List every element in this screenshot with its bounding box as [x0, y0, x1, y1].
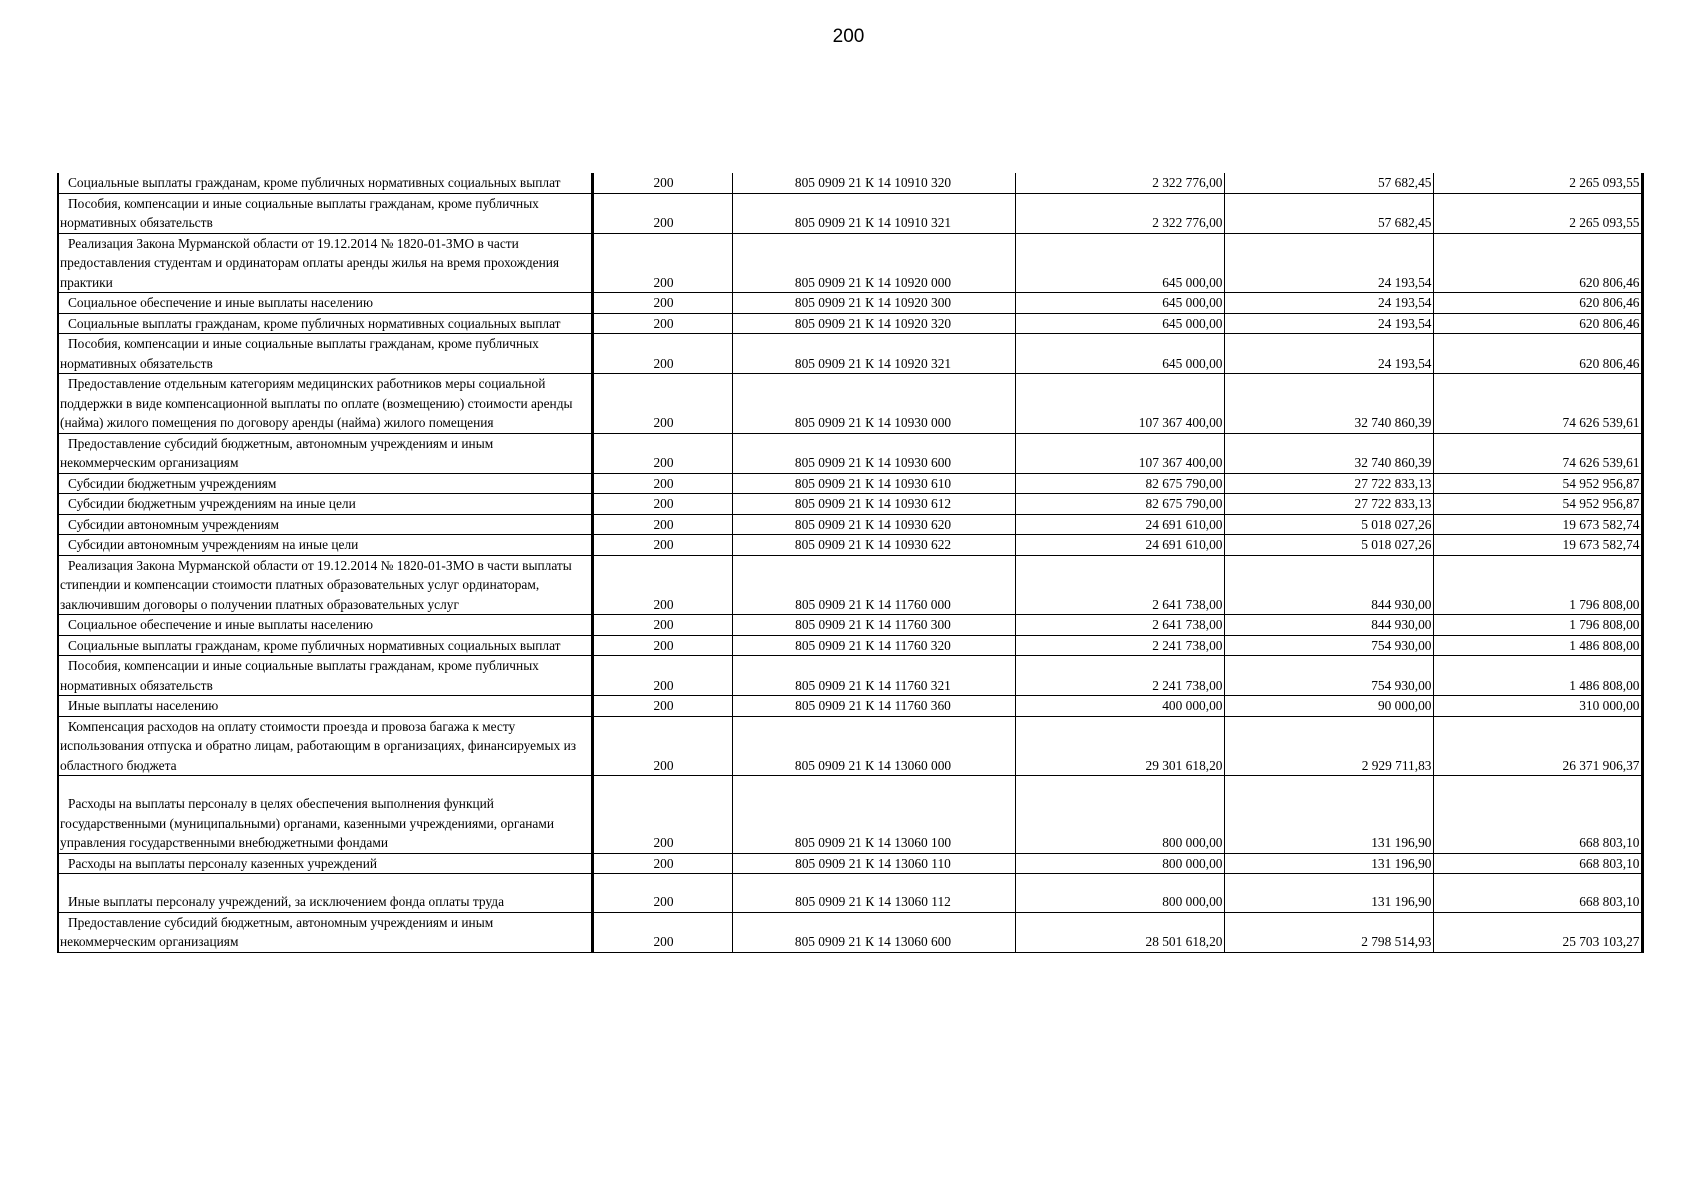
- row-unexecuted-amount-cell: 668 803,10: [1433, 874, 1642, 913]
- row-budget-classification-code-cell: 805 0909 21 К 14 11760 000: [732, 555, 1015, 615]
- table-row: [58, 173, 1642, 193]
- row-line-code-cell: 200: [592, 433, 732, 473]
- row-executed-amount-cell: 27 722 833,13: [1224, 494, 1433, 515]
- row-name-cell: Иные выплаты персоналу учреждений, за исключением фонда оплаты труда: [58, 874, 592, 913]
- row-executed-amount-cell: 57 682,45: [1224, 193, 1433, 233]
- row-executed-amount-cell: 131 196,90: [1224, 853, 1433, 874]
- row-name-cell: Социальное обеспечение и иные выплаты населению: [58, 615, 592, 636]
- row-unexecuted-amount-cell: 1 796 808,00: [1433, 615, 1642, 636]
- row-line-code-cell: 200: [592, 535, 732, 556]
- row-budget-classification-code-cell: 805 0909 21 К 14 10910 321: [732, 193, 1015, 233]
- row-line-code-cell: 200: [592, 776, 732, 854]
- row-budget-classification-code-cell: 805 0909 21 К 14 10930 620: [732, 514, 1015, 535]
- row-budget-classification-code-cell: 805 0909 21 К 14 11760 321: [732, 656, 1015, 696]
- row-budget-classification-code-cell: 805 0909 21 К 14 11760 320: [732, 635, 1015, 656]
- row-executed-amount-cell: 844 930,00: [1224, 555, 1433, 615]
- row-approved-amount-cell: 645 000,00: [1015, 233, 1224, 293]
- row-approved-amount-cell: 82 675 790,00: [1015, 473, 1224, 494]
- row-unexecuted-amount-cell: 620 806,46: [1433, 313, 1642, 334]
- table-row: [58, 696, 1642, 717]
- row-unexecuted-amount-cell: 668 803,10: [1433, 853, 1642, 874]
- row-executed-amount-cell: 754 930,00: [1224, 635, 1433, 656]
- row-executed-amount-cell: 90 000,00: [1224, 696, 1433, 717]
- row-approved-amount-cell: 82 675 790,00: [1015, 494, 1224, 515]
- row-name-cell: Социальные выплаты гражданам, кроме публичных нормативных социальных выплат: [58, 173, 592, 193]
- row-unexecuted-amount-cell: 1 486 808,00: [1433, 656, 1642, 696]
- row-approved-amount-cell: 2 641 738,00: [1015, 615, 1224, 636]
- row-unexecuted-amount-cell: 668 803,10: [1433, 776, 1642, 854]
- row-name-cell: Предоставление субсидий бюджетным, автономным учреждениям и иным некоммерческим организациям: [58, 433, 592, 473]
- row-budget-classification-code-cell: 805 0909 21 К 14 10930 622: [732, 535, 1015, 556]
- row-line-code-cell: 200: [592, 615, 732, 636]
- row-approved-amount-cell: 2 322 776,00: [1015, 173, 1224, 193]
- row-name-cell: Социальное обеспечение и иные выплаты населению: [58, 293, 592, 314]
- row-name-cell: Пособия, компенсации и иные социальные выплаты гражданам, кроме публичных нормативных обязательств: [58, 193, 592, 233]
- row-approved-amount-cell: 800 000,00: [1015, 853, 1224, 874]
- row-budget-classification-code-cell: 805 0909 21 К 14 10930 600: [732, 433, 1015, 473]
- row-budget-classification-code-cell: 805 0909 21 К 14 10930 610: [732, 473, 1015, 494]
- row-budget-classification-code-cell: 805 0909 21 К 14 13060 000: [732, 716, 1015, 776]
- row-line-code-cell: 200: [592, 555, 732, 615]
- row-budget-classification-code-cell: 805 0909 21 К 14 11760 300: [732, 615, 1015, 636]
- row-budget-classification-code-cell: 805 0909 21 К 14 10930 000: [732, 374, 1015, 434]
- row-line-code-cell: 200: [592, 716, 732, 776]
- row-budget-classification-code-cell: 805 0909 21 К 14 13060 600: [732, 912, 1015, 952]
- row-approved-amount-cell: 2 641 738,00: [1015, 555, 1224, 615]
- table-row: [58, 193, 1642, 233]
- table-row: [58, 615, 1642, 636]
- row-name-cell: Пособия, компенсации и иные социальные выплаты гражданам, кроме публичных нормативных обязательств: [58, 656, 592, 696]
- row-unexecuted-amount-cell: 620 806,46: [1433, 334, 1642, 374]
- table-row: [58, 313, 1642, 334]
- row-approved-amount-cell: 29 301 618,20: [1015, 716, 1224, 776]
- table-row: [58, 473, 1642, 494]
- row-budget-classification-code-cell: 805 0909 21 К 14 10920 300: [732, 293, 1015, 314]
- row-name-cell: Субсидии автономным учреждениям на иные цели: [58, 535, 592, 556]
- row-approved-amount-cell: 400 000,00: [1015, 696, 1224, 717]
- row-approved-amount-cell: 645 000,00: [1015, 293, 1224, 314]
- row-line-code-cell: 200: [592, 313, 732, 334]
- row-budget-classification-code-cell: 805 0909 21 К 14 10920 320: [732, 313, 1015, 334]
- row-executed-amount-cell: 754 930,00: [1224, 656, 1433, 696]
- row-line-code-cell: 200: [592, 656, 732, 696]
- row-unexecuted-amount-cell: 1 796 808,00: [1433, 555, 1642, 615]
- row-name-cell: Субсидии бюджетным учреждениям: [58, 473, 592, 494]
- budget-execution-table: [57, 173, 1644, 953]
- row-budget-classification-code-cell: 805 0909 21 К 14 10930 612: [732, 494, 1015, 515]
- row-unexecuted-amount-cell: 74 626 539,61: [1433, 374, 1642, 434]
- row-line-code-cell: 200: [592, 874, 732, 913]
- row-name-cell: Социальные выплаты гражданам, кроме публичных нормативных социальных выплат: [58, 635, 592, 656]
- row-line-code-cell: 200: [592, 233, 732, 293]
- row-line-code-cell: 200: [592, 635, 732, 656]
- row-line-code-cell: 200: [592, 374, 732, 434]
- row-line-code-cell: 200: [592, 334, 732, 374]
- row-executed-amount-cell: 2 929 711,83: [1224, 716, 1433, 776]
- row-name-cell: Пособия, компенсации и иные социальные выплаты гражданам, кроме публичных нормативных обязательств: [58, 334, 592, 374]
- row-approved-amount-cell: 24 691 610,00: [1015, 535, 1224, 556]
- table-row: [58, 433, 1642, 473]
- row-line-code-cell: 200: [592, 173, 732, 193]
- row-unexecuted-amount-cell: 310 000,00: [1433, 696, 1642, 717]
- row-executed-amount-cell: 24 193,54: [1224, 313, 1433, 334]
- table-body: [58, 173, 1642, 952]
- row-approved-amount-cell: 107 367 400,00: [1015, 374, 1224, 434]
- table-row: [58, 334, 1642, 374]
- row-name-cell: Социальные выплаты гражданам, кроме публичных нормативных социальных выплат: [58, 313, 592, 334]
- row-approved-amount-cell: 645 000,00: [1015, 334, 1224, 374]
- row-name-cell: Расходы на выплаты персоналу в целях обеспечения выполнения функций государственными (муниципальными) органами, казенными учреждениями, органами управления государственными внебюджетными фондами: [58, 776, 592, 854]
- table-row: [58, 374, 1642, 434]
- row-approved-amount-cell: 800 000,00: [1015, 776, 1224, 854]
- row-name-cell: Реализация Закона Мурманской области от 19.12.2014 № 1820-01-ЗМО в части выплаты стипендии и компенсации стоимости платных образовательных услуг ординаторам, заключившим договоры о получении платных образовательных услуг: [58, 555, 592, 615]
- row-executed-amount-cell: 844 930,00: [1224, 615, 1433, 636]
- row-unexecuted-amount-cell: 74 626 539,61: [1433, 433, 1642, 473]
- row-executed-amount-cell: 5 018 027,26: [1224, 535, 1433, 556]
- row-approved-amount-cell: 645 000,00: [1015, 313, 1224, 334]
- row-name-cell: Субсидии бюджетным учреждениям на иные цели: [58, 494, 592, 515]
- table-row: [58, 874, 1642, 913]
- row-line-code-cell: 200: [592, 473, 732, 494]
- row-name-cell: Реализация Закона Мурманской области от 19.12.2014 № 1820-01-ЗМО в части предоставления студентам и ординаторам оплаты аренды жилья на время прохождения практики: [58, 233, 592, 293]
- row-unexecuted-amount-cell: 25 703 103,27: [1433, 912, 1642, 952]
- table-row: [58, 716, 1642, 776]
- row-approved-amount-cell: 107 367 400,00: [1015, 433, 1224, 473]
- row-budget-classification-code-cell: 805 0909 21 К 14 10920 000: [732, 233, 1015, 293]
- row-name-cell: Расходы на выплаты персоналу казенных учреждений: [58, 853, 592, 874]
- table-row: [58, 233, 1642, 293]
- page-number: 200: [832, 26, 865, 47]
- row-unexecuted-amount-cell: 1 486 808,00: [1433, 635, 1642, 656]
- row-line-code-cell: 200: [592, 193, 732, 233]
- row-executed-amount-cell: 2 798 514,93: [1224, 912, 1433, 952]
- row-budget-classification-code-cell: 805 0909 21 К 14 11760 360: [732, 696, 1015, 717]
- row-approved-amount-cell: 28 501 618,20: [1015, 912, 1224, 952]
- row-executed-amount-cell: 24 193,54: [1224, 293, 1433, 314]
- table-row: [58, 555, 1642, 615]
- table-row: [58, 853, 1642, 874]
- row-line-code-cell: 200: [592, 494, 732, 515]
- row-approved-amount-cell: 2 322 776,00: [1015, 193, 1224, 233]
- table-row: [58, 494, 1642, 515]
- row-unexecuted-amount-cell: 620 806,46: [1433, 293, 1642, 314]
- row-name-cell: Субсидии автономным учреждениям: [58, 514, 592, 535]
- row-line-code-cell: 200: [592, 912, 732, 952]
- row-unexecuted-amount-cell: 19 673 582,74: [1433, 514, 1642, 535]
- row-executed-amount-cell: 24 193,54: [1224, 334, 1433, 374]
- row-line-code-cell: 200: [592, 696, 732, 717]
- row-unexecuted-amount-cell: 19 673 582,74: [1433, 535, 1642, 556]
- row-unexecuted-amount-cell: 2 265 093,55: [1433, 193, 1642, 233]
- row-approved-amount-cell: 2 241 738,00: [1015, 635, 1224, 656]
- row-name-cell: Предоставление субсидий бюджетным, автономным учреждениям и иным некоммерческим организациям: [58, 912, 592, 952]
- row-line-code-cell: 200: [592, 514, 732, 535]
- row-approved-amount-cell: 800 000,00: [1015, 874, 1224, 913]
- row-line-code-cell: 200: [592, 853, 732, 874]
- row-unexecuted-amount-cell: 620 806,46: [1433, 233, 1642, 293]
- row-unexecuted-amount-cell: 54 952 956,87: [1433, 494, 1642, 515]
- row-name-cell: Компенсация расходов на оплату стоимости проезда и провоза багажа к месту использования отпуска и обратно лицам, работающим в организациях, финансируемых из областного бюджета: [58, 716, 592, 776]
- row-executed-amount-cell: 27 722 833,13: [1224, 473, 1433, 494]
- row-approved-amount-cell: 24 691 610,00: [1015, 514, 1224, 535]
- row-budget-classification-code-cell: 805 0909 21 К 14 10920 321: [732, 334, 1015, 374]
- row-unexecuted-amount-cell: 54 952 956,87: [1433, 473, 1642, 494]
- row-executed-amount-cell: 32 740 860,39: [1224, 433, 1433, 473]
- table-row: [58, 656, 1642, 696]
- row-approved-amount-cell: 2 241 738,00: [1015, 656, 1224, 696]
- table-row: [58, 293, 1642, 314]
- row-budget-classification-code-cell: 805 0909 21 К 14 13060 112: [732, 874, 1015, 913]
- row-executed-amount-cell: 32 740 860,39: [1224, 374, 1433, 434]
- row-executed-amount-cell: 5 018 027,26: [1224, 514, 1433, 535]
- row-line-code-cell: 200: [592, 293, 732, 314]
- row-unexecuted-amount-cell: 2 265 093,55: [1433, 173, 1642, 193]
- table-row: [58, 535, 1642, 556]
- table-row: [58, 776, 1642, 854]
- table-row: [58, 635, 1642, 656]
- table-row: [58, 514, 1642, 535]
- row-executed-amount-cell: 131 196,90: [1224, 776, 1433, 854]
- row-unexecuted-amount-cell: 26 371 906,37: [1433, 716, 1642, 776]
- row-name-cell: Иные выплаты населению: [58, 696, 592, 717]
- table-row: [58, 912, 1642, 952]
- row-budget-classification-code-cell: 805 0909 21 К 14 10910 320: [732, 173, 1015, 193]
- row-executed-amount-cell: 131 196,90: [1224, 874, 1433, 913]
- row-executed-amount-cell: 57 682,45: [1224, 173, 1433, 193]
- row-budget-classification-code-cell: 805 0909 21 К 14 13060 110: [732, 853, 1015, 874]
- row-budget-classification-code-cell: 805 0909 21 К 14 13060 100: [732, 776, 1015, 854]
- row-name-cell: Предоставление отдельным категориям медицинских работников меры социальной поддержки в виде компенсационной выплаты по оплате (возмещению) стоимости аренды (найма) жилого помещения по договору аренды (найма) жилого помещения: [58, 374, 592, 434]
- row-executed-amount-cell: 24 193,54: [1224, 233, 1433, 293]
